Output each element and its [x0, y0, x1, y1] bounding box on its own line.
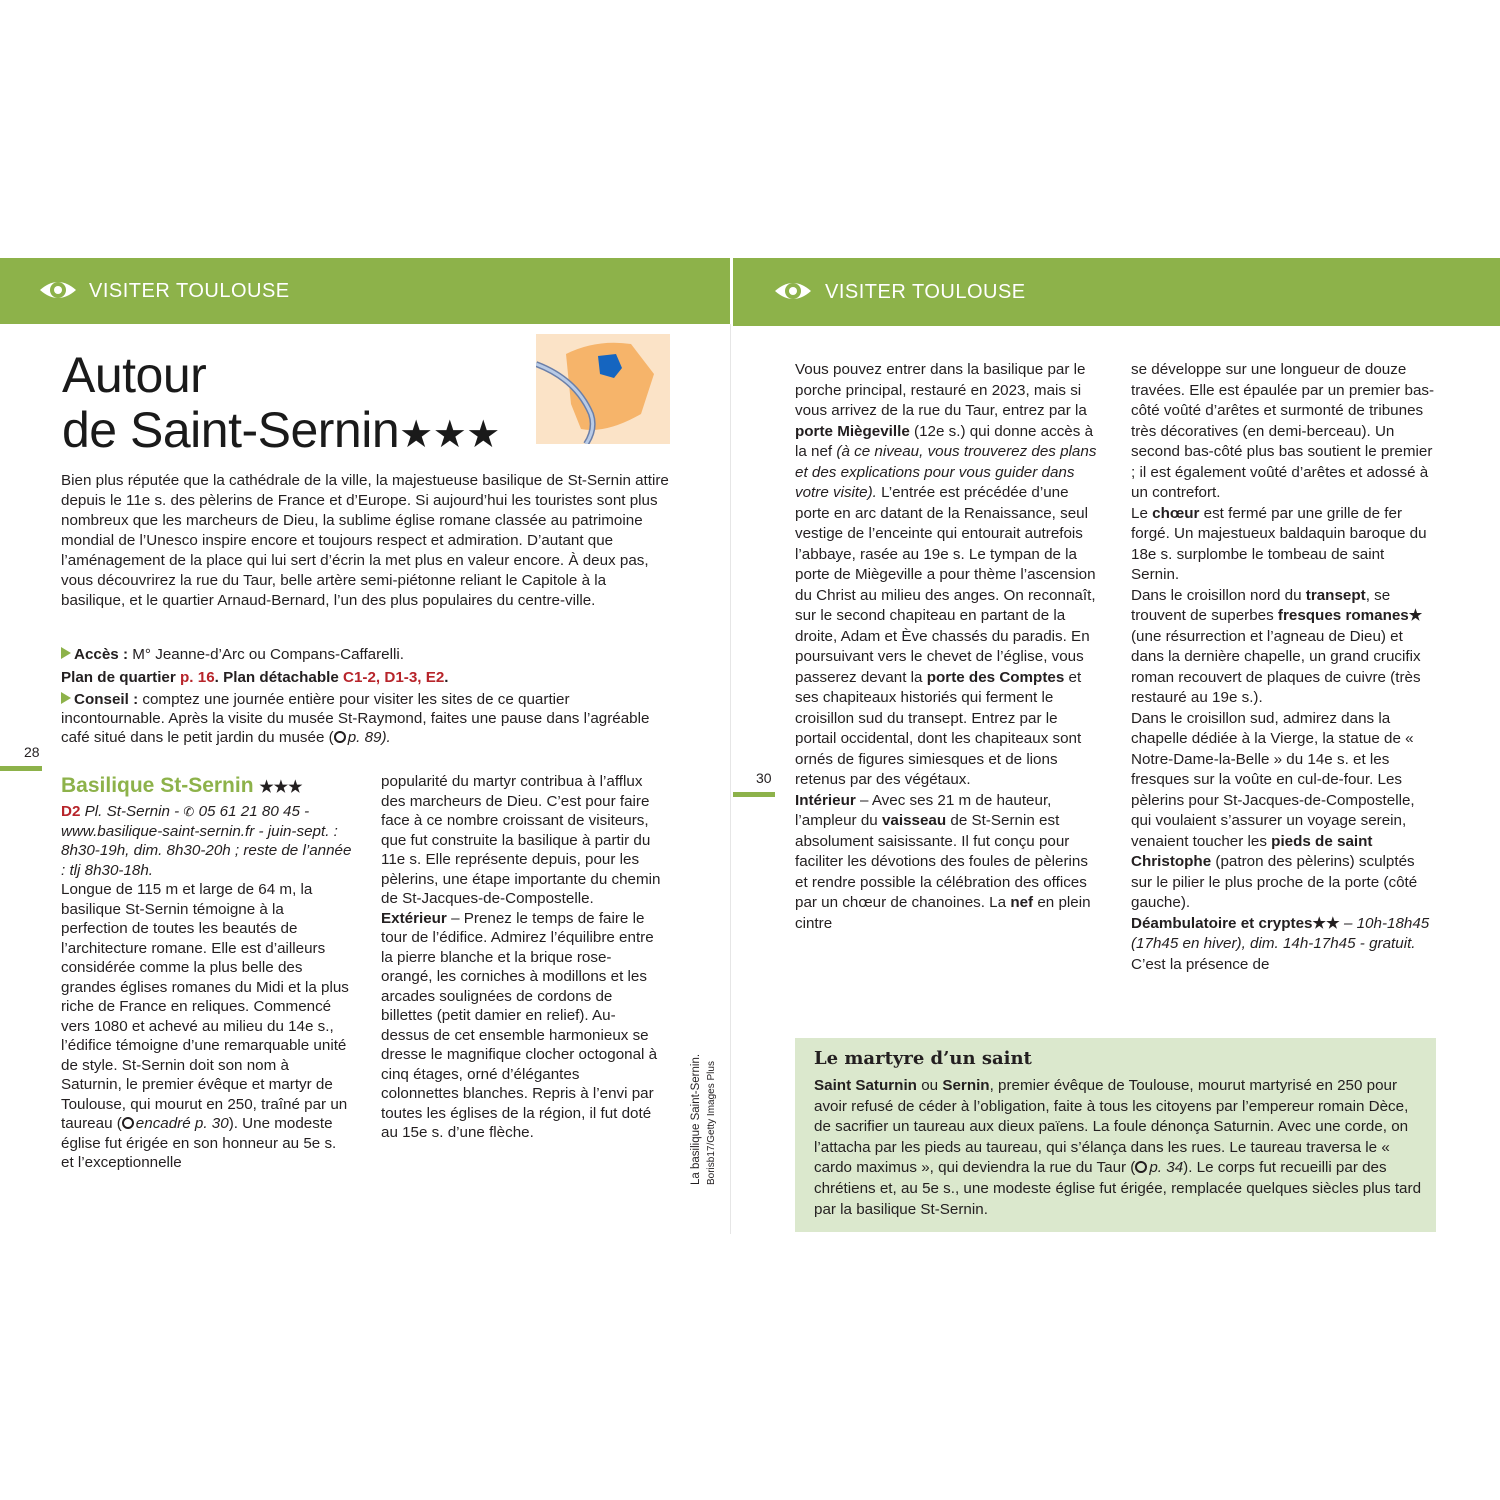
keyword: vaisseau: [881, 812, 947, 829]
keyword: porte des Comptes: [926, 668, 1065, 686]
body-text: (une résurrection et l’agneau de Dieu) et dans la dernière chapelle, un grand crucifix roman recouvert de plaques de cuivre (très restauré au 19e s.).: [1131, 627, 1421, 706]
title-stars: ★★★: [399, 414, 500, 456]
section-title: [61, 774, 302, 798]
body-text: Longue de 115 m et large de 64 m, la basilique St-Sernin témoigne à la perfection de toutes les beautés de l’architecture romane. Elle est d’ailleurs considérée comme la plus belle des grandes églises romanes du Midi et la plus riche de France en reliques. Commencé vers 1080 et achevé au milieu du 14e s., l’édifice témoigne d’une remarquable unité de style. St-Sernin doit son nom à Saturnin, le premier évêque et martyr de Toulouse, qui mourut en 250, traîné par un taureau (: [61, 881, 349, 1132]
photo-credit: Borisb17/Getty Images Plus: [706, 1061, 717, 1185]
body-text: Dans le croisillon nord du: [1131, 586, 1302, 604]
phone-number[interactable]: 05 61 21 80 45: [198, 803, 300, 820]
reference-icon: [334, 731, 346, 743]
right-column-2: [1131, 360, 1436, 975]
reference-icon: [122, 1117, 134, 1129]
keyword: chœur: [1152, 504, 1200, 522]
conseil-label: Conseil :: [74, 691, 139, 708]
section-title-text: Basilique St-Sernin: [61, 774, 254, 797]
keyword: Déambulatoire et cryptes★★: [1131, 914, 1340, 932]
access-label: Accès :: [74, 646, 129, 663]
keyword: fresques romanes★: [1277, 607, 1423, 624]
conseil-text: comptez une journée entière pour visiter les sites de ce quartier incontournable. Après la visite du musée St-Raymond, faites une pause dans l’agréable café situé dans le petit jardin du musée (: [61, 691, 650, 746]
body-text: , se trouvent de superbes: [1131, 586, 1391, 624]
section-label: VISITER TOULOUSE: [825, 281, 1026, 303]
body-text: Dans le croisillon sud, admirez dans la chapelle dédiée à la Vierge, la statue de « Notre-Dame-la-Belle » du 14e s. et les fresques sur la voûte en cul-de-four. Les pèlerins pour St-Jacques-de-Compostelle, qui voulaient s’assurer un voyage serein, venaient toucher les: [1131, 709, 1415, 850]
page-title: [62, 348, 500, 463]
page-marker-right: [733, 792, 775, 797]
arrow-icon: [61, 692, 71, 704]
grid-reference: D2: [61, 803, 81, 820]
sidebar-box: [795, 1038, 1436, 1232]
arrow-icon: [61, 647, 71, 659]
page-number-right: 30: [756, 770, 772, 786]
body-text: en plein cintre: [795, 894, 1091, 932]
opening-hours: - www.basilique-saint-sernin.fr - juin-sept. : 8h30-19h, dim. 8h30-20h ; reste de l’année : tlj 8h30-18h.: [61, 803, 352, 879]
left-column-2: [381, 772, 661, 1143]
body-text: de St-Sernin est absolument saisissante. Il fut conçu pour faciliter les dévotions des foules de pèlerins et rendre possible la célébration des offices par un chœur de chanoines. La: [795, 812, 1088, 911]
title-line-1: Autour: [62, 347, 207, 403]
title-line-2: de Saint-Sernin: [62, 402, 400, 458]
phone-icon: ✆: [183, 804, 195, 819]
box-text: [814, 1076, 1424, 1220]
keyword: transept: [1305, 586, 1366, 604]
body-text: popularité du martyr contribua à l’afflux des marcheurs de Dieu. C’est pour faire face à ce nombre croissant de visiteurs, que fut construite la basilique à partir du 11e s. Elle représente depuis, pour les pèlerins, une étape importante du chemin de St-Jacques-de-Compostelle.: [381, 773, 661, 907]
body-text: Vous pouvez entrer dans la basilique par le porche principal, restauré en 2023, mais si vous arrivez de la rue du Taur, entrez par la: [795, 361, 1087, 419]
plan-detachable-label: Plan détachable: [223, 669, 339, 686]
header-band-left: [0, 258, 730, 324]
keyword: Saint Saturnin: [814, 1077, 917, 1094]
eye-icon: [38, 270, 78, 310]
italic-note: (à ce niveau, vous trouverez des plans et des explications pour vous guider dans votre visite).: [795, 443, 1097, 501]
exterieur-label: Extérieur: [381, 909, 447, 927]
plan-quartier-label: Plan de quartier: [61, 669, 176, 686]
body-text: – Avec ses 21 m de hauteur, l’ampleur du: [795, 791, 1052, 829]
body-text: est fermé par une grille de fer forgé. Un majestueux baldaquin baroque du 18e s. surplombe le tombeau de saint Sernin.: [1131, 504, 1427, 583]
body-text: se développe sur une longueur de douze travées. Elle est épaulée par un premier bas-côté voûté d’arêtes et surmonté de tribunes très décoratives (en demi-berceau). Un second bas-côté plus bas soutient le premier ; il est également voûté d’arêtes et adossé à un contrefort.: [1131, 361, 1435, 501]
body-text: ). Le corps fut recueilli par des chrétiens et, au 5e s., une modeste église fut érigée, remplacée quelques siècles plus tard par la basilique St-Sernin.: [814, 1159, 1422, 1218]
italic-hours: – 10h-18h45 (17h45 en hiver), dim. 14h-17h45 - gratuit.: [1131, 914, 1430, 952]
address: Pl. St-Sernin -: [84, 803, 180, 820]
body-text: L’entrée est précédée d’une porte en arc datant de la Renaissance, seul vestige de l’enceinte qui entourait autrefois l’abbaye, rasée au 19e s. Le tympan de la porte de Miègeville a pour thème l’ascension du Christ au milieu des anges. On reconnaît, sur le second chapiteau en partant de la droite, Adam et Ève chassés du paradis. En poursuivant vers le chevet de l’église, vous passerez devant la: [795, 484, 1096, 686]
left-column-1: [61, 802, 353, 1173]
cross-reference[interactable]: p. 34: [1149, 1159, 1184, 1177]
section-stars: ★★★: [259, 779, 303, 796]
practical-info: Accès : M° Jeanne-d’Arc ou Compans-Caffarelli. Plan de quartier p. 16. Plan détachable C1-2, D1-3, E2. Conseil : comptez une journée entière pour visiter les sites de ce quartier incontournable. Après la visite du musée St-Raymond, faites une pause dans l’agréable café situé dans le petit jardin du musée ( p. 89).: [61, 646, 650, 746]
body-text: (patron des pèlerins) sculptés sur le pilier le plus proche de la porte (côté gauche).: [1131, 853, 1418, 911]
page-number-left: 28: [24, 744, 40, 760]
locator-map: [536, 334, 670, 444]
interieur-label: Intérieur: [795, 791, 856, 809]
conseil-ref[interactable]: p. 89: [347, 729, 382, 746]
page-gutter: [730, 324, 731, 1234]
keyword: nef: [1010, 894, 1034, 911]
photo-caption: [689, 1054, 719, 1185]
keyword: porte Miègeville: [795, 422, 910, 440]
body-text: (12e s.) qui donne accès à la nef: [795, 422, 1094, 460]
body-text: – Prenez le temps de faire le tour de l’édifice. Admirez l’équilibre entre la pierre blanche et la brique rose-orangé, les corniches à modillons et les arcades soulignées de cordons de billettes (petit damier en relief). Au-dessus de cet ensemble harmonieux se dresse le magnifique clocher octogonal à cinq étages, orné d’élégantes colonnettes blanches. Repris à l’envi par toutes les églises de la région, il fut doté au 15e s. d’une flèche.: [381, 909, 658, 1141]
keyword: Sernin: [942, 1077, 990, 1094]
cross-reference[interactable]: encadré p. 30: [135, 1115, 229, 1132]
body-text: Le: [1131, 504, 1148, 522]
body-text: ). Une modeste église fut érigée en son honneur au 5e s. et l’exceptionnelle: [61, 1115, 337, 1171]
header-band-right: [733, 258, 1500, 326]
section-label: VISITER TOULOUSE: [89, 280, 290, 302]
box-title: Le martyre d’un saint: [814, 1048, 1032, 1069]
keyword: pieds de saint Christophe: [1131, 832, 1373, 870]
body-text: et ses chapiteaux historiés qui ferment le croisillon sud du transept. Entrez par le portail occidental, dont les chapiteaux sont ornés de figures simiesques et de lions retenus par des végétaux.: [795, 668, 1082, 788]
intro-paragraph: Bien plus réputée que la cathédrale de la ville, la majestueuse basilique de St-Sernin attire depuis le 11e s. des pèlerins de France et d’Europe. Si aujourd’hui les touristes sont plus nombreux que les marcheurs de Dieu, la sublime église romane classée au patrimoine mondial de l’Unesco inspire encore et toujours respect et admiration. D’autant que l’aménagement de la place qui lui sert d’écrin la met plus en valeur encore. À deux pas, vous découvrirez la rue du Taur, belle artère semi-piétonne reliant le Capitole à la basilique, et le quartier Arnaud-Bernard, l’un des plus populaires du centre-ville.: [61, 472, 669, 609]
eye-icon: [773, 271, 813, 311]
body-text: , premier évêque de Toulouse, mourut martyrisé en 250 pour avoir refusé de céder à l’obligation, faite à tous les citoyens par l’empereur romain Dèce, de sacrifier un taureau aux dieux païens. La foule dénonça Saturnin. Avec une corde, on l’attacha par les pieds au taureau, qui s’élança dans les rues. Le taureau traversa le « cardo maximus », qui deviendra la rue du Taur (: [814, 1077, 1409, 1177]
right-column-1: [795, 360, 1097, 934]
body-text: ou: [921, 1077, 939, 1094]
caption-text: La basilique Saint-Sernin.: [690, 1053, 702, 1185]
reference-icon: [1135, 1161, 1147, 1173]
plan-detachable-link[interactable]: C1-2, D1-3, E2: [343, 669, 445, 686]
body-text: C’est la présence de: [1131, 955, 1270, 973]
plan-quartier-link[interactable]: p. 16: [180, 669, 215, 686]
access-text: M° Jeanne-d’Arc ou Compans-Caffarelli.: [132, 646, 404, 663]
page-marker-left: [0, 766, 42, 771]
